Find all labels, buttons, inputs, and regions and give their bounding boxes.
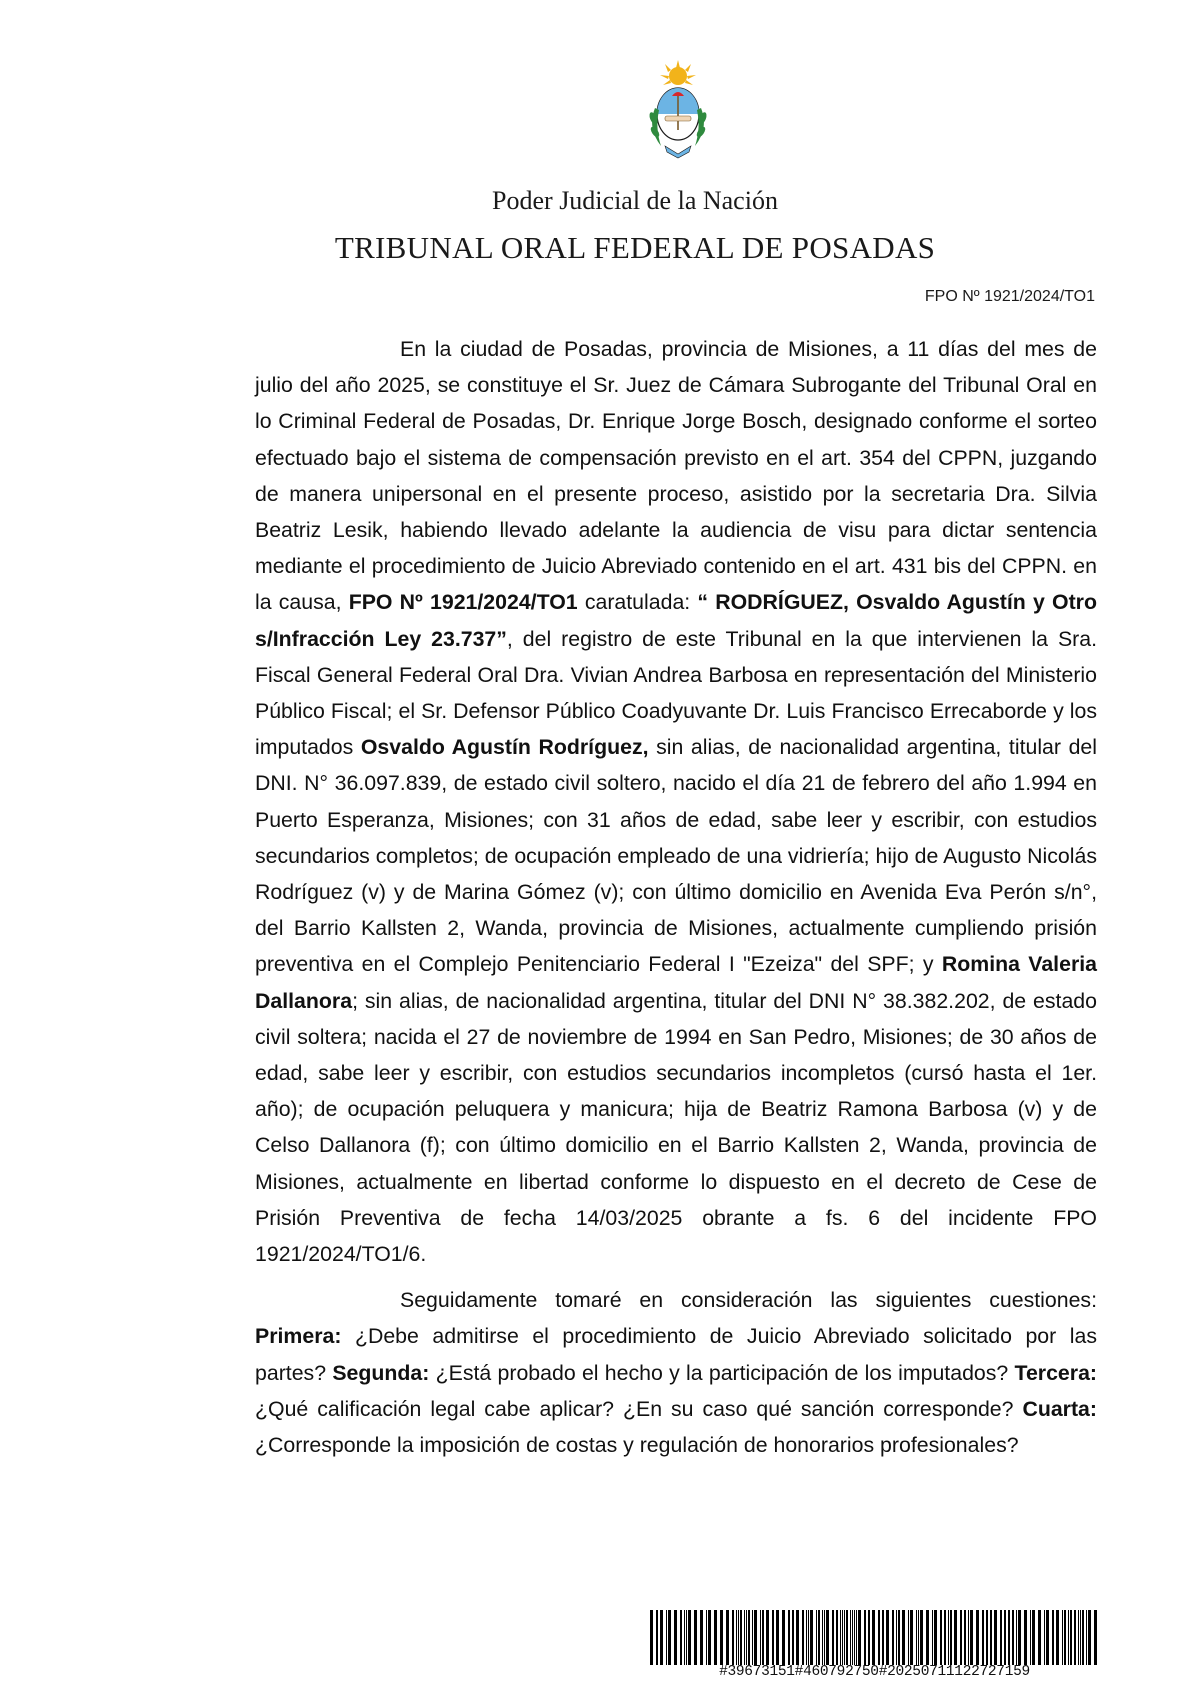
- barcode-bar: [1088, 1610, 1091, 1665]
- barcode-bar: [864, 1610, 866, 1665]
- question-label-segunda: Segunda:: [332, 1360, 430, 1385]
- barcode-bar: [832, 1610, 834, 1665]
- barcode-bar: [854, 1610, 855, 1665]
- barcode-icon: [648, 1610, 1101, 1665]
- barcode-bar: [846, 1610, 848, 1665]
- barcode-bar: [970, 1610, 973, 1665]
- barcode-bar: [708, 1610, 711, 1665]
- barcode-bar: [940, 1610, 942, 1665]
- barcode-bar: [736, 1610, 737, 1665]
- barcode-bar: [858, 1610, 861, 1665]
- text-span: ¿Qué calificación legal cabe aplicar? ¿En su caso qué sanción corresponde?: [255, 1396, 1023, 1421]
- barcode-bar: [868, 1610, 870, 1665]
- barcode-bar: [796, 1610, 799, 1665]
- barcode-bar: [674, 1610, 677, 1665]
- barcode-number: #39673151#460792750#20250711122727159: [719, 1664, 1030, 1680]
- text-span: caratulada:: [577, 590, 698, 615]
- barcode-bar: [1000, 1610, 1002, 1665]
- barcode-bar: [660, 1610, 663, 1665]
- barcode-bar: [918, 1610, 919, 1665]
- barcode-bar: [852, 1610, 853, 1665]
- barcode-bar: [1064, 1610, 1066, 1665]
- barcode-bar: [840, 1610, 841, 1665]
- barcode-bar: [810, 1610, 813, 1665]
- barcode-bar: [684, 1610, 685, 1665]
- barcode-bar: [1082, 1610, 1084, 1665]
- defendant-2-name: Romina Valeria Dallanora: [255, 952, 1097, 1013]
- case-number-bold: FPO Nº 1921/2024/TO1: [348, 590, 578, 615]
- barcode-bar: [1094, 1610, 1097, 1665]
- barcode-bar: [856, 1610, 857, 1665]
- barcode-bar: [808, 1610, 809, 1665]
- case-title-bold: “ RODRÍGUEZ, Osvaldo Agustín y Otro s/Infracción Ley 23.737”: [255, 590, 1097, 651]
- barcode-bar: [656, 1610, 658, 1665]
- barcode-bar: [844, 1610, 845, 1665]
- barcode-bar: [842, 1610, 843, 1665]
- text-span: Seguidamente tomaré en consideración las siguientes cuestiones:: [400, 1288, 1097, 1313]
- question-label-cuarta: Cuarta:: [1022, 1396, 1097, 1421]
- barcode-bar: [688, 1610, 691, 1665]
- barcode-bar: [1018, 1610, 1021, 1665]
- barcode-bar: [650, 1610, 653, 1665]
- text-span: , del registro de este Tribunal en la que intervienen la Sra. Fiscal General Federal Oral Dra. Vivian Andrea Barbosa en representación del Ministerio Público Fiscal; el Sr. Defensor Público Coadyuvante Dr. Luis Francisco Errecaborde y los imputados: [255, 626, 1098, 760]
- barcode-bar: [926, 1610, 929, 1665]
- barcode-bar: [990, 1610, 992, 1665]
- text-span: En la ciudad de Posadas, provincia de Misiones, a 11 días del mes de julio del año 2025, se constituye el Sr. Juez de Cámara Subrogante del Tribunal Oral en lo Criminal Federal de Posadas, Dr. Enrique Jorge Bosch, designado conforme el sorteo efectuado bajo el sistema de compensación previsto en el art. 354 del CPPN, juzgando de manera unipersonal en el presente proceso, asistido por la secretaria Dra. Silvia Beatriz Lesik, habiendo llevado adelante la audiencia de visu para dictar sentencia mediante el procedimiento de Juicio Abreviado contenido en el art. 431 bis del CPPN. en la causa,: [255, 337, 1097, 615]
- barcode-bar: [948, 1610, 949, 1665]
- barcode-bar: [994, 1610, 997, 1665]
- barcode-bar: [950, 1610, 952, 1665]
- barcode-bar: [700, 1610, 703, 1665]
- barcode-bar: [1038, 1610, 1041, 1665]
- barcode-bar: [886, 1610, 889, 1665]
- barcode-bar: [772, 1610, 774, 1665]
- barcode-bar: [1052, 1610, 1054, 1665]
- barcode-bar: [1070, 1610, 1072, 1665]
- text-span: ¿Corresponde la imposición de costas y regulación de honorarios profesionales?: [255, 1433, 1019, 1458]
- barcode-bar: [744, 1610, 745, 1665]
- barcode-bar: [1046, 1610, 1049, 1665]
- barcode-bar: [944, 1610, 946, 1665]
- barcode-bar: [762, 1610, 764, 1665]
- barcode-bar: [968, 1610, 969, 1665]
- question-label-primera: Primera:: [255, 1324, 342, 1349]
- institution-name: Poder Judicial de la Nación: [492, 186, 778, 215]
- barcode-bar: [934, 1610, 937, 1665]
- barcode-bar: [720, 1610, 723, 1665]
- tribunal-name: TRIBUNAL ORAL FEDERAL DE POSADAS: [334, 230, 936, 265]
- barcode-bar: [1032, 1610, 1035, 1665]
- barcode-bar: [960, 1610, 962, 1665]
- barcode-bar: [892, 1610, 894, 1665]
- barcode-bar: [726, 1610, 729, 1665]
- barcode-bar: [1008, 1610, 1010, 1665]
- barcode-bar: [986, 1610, 988, 1665]
- barcode-bar: [1056, 1610, 1059, 1665]
- barcode-bar: [766, 1610, 769, 1665]
- barcode-bar: [908, 1610, 909, 1665]
- barcode-bar: [964, 1610, 966, 1665]
- barcode-bar: [1004, 1610, 1006, 1665]
- question-label-tercera: Tercera:: [1014, 1360, 1098, 1385]
- barcode-bar: [732, 1610, 734, 1665]
- barcode-bar: [782, 1610, 785, 1665]
- barcode-bar: [896, 1610, 897, 1665]
- barcode-bar: [694, 1610, 697, 1665]
- barcode-bar: [746, 1610, 747, 1665]
- barcode-bar: [1030, 1610, 1031, 1665]
- paragraph-1: [255, 331, 1097, 1272]
- text-span: ¿Debe admitirse el procedimiento de Juicio Abreviado solicitado por las partes?: [255, 1324, 1097, 1385]
- barcode-bar: [850, 1610, 851, 1665]
- barcode-bar: [818, 1610, 820, 1665]
- barcode-bar: [1062, 1610, 1063, 1665]
- paragraph-2: [255, 1282, 1097, 1463]
- barcode-bar: [788, 1610, 790, 1665]
- barcode-bar: [752, 1610, 753, 1665]
- barcode-bar: [1012, 1610, 1014, 1665]
- coat-of-arms-icon: [643, 58, 713, 170]
- document-body: [255, 331, 1097, 1463]
- barcode-bar: [982, 1610, 984, 1665]
- barcode-bar: [776, 1610, 779, 1665]
- barcode-bar: [680, 1610, 682, 1665]
- barcode-bar: [932, 1610, 933, 1665]
- barcode-bar: [816, 1610, 817, 1665]
- barcode-bar: [748, 1610, 750, 1665]
- barcode-bar: [806, 1610, 807, 1665]
- barcode-bar: [1080, 1610, 1081, 1665]
- barcode-bar: [872, 1610, 875, 1665]
- barcode-bar: [754, 1610, 757, 1665]
- barcode-bar: [898, 1610, 900, 1665]
- barcode-bar: [826, 1610, 829, 1665]
- barcode-bar: [920, 1610, 923, 1665]
- case-number: FPO Nº 1921/2024/TO1: [924, 288, 1095, 305]
- barcode-bar: [954, 1610, 957, 1665]
- barcode-bar: [1024, 1610, 1027, 1665]
- text-span: sin alias, de nacionalidad argentina, titular del DNI. N° 36.097.839, de estado civil soltero, nacido el día 21 de febrero del año 1.994 en Puerto Esperanza, Misiones; con 31 años de edad, sabe leer y escribir, con estudios secundarios completos; de ocupación empleado de una vidriería; hijo de Augusto Nicolás Rodríguez (v) y de Marina Gómez (v); con último domicilio en Avenida Eva Perón s/n°, del Barrio Kallsten 2, Wanda, provincia de Misiones, actualmente cumpliendo prisión preventiva en el Complejo Penitenciario Federal I "Ezeiza" del SPF; y: [255, 735, 1097, 977]
- barcode-bar: [916, 1610, 917, 1665]
- barcode-bar: [1078, 1610, 1079, 1665]
- barcode-bar: [976, 1610, 979, 1665]
- barcode-bar: [1074, 1610, 1076, 1665]
- barcode-bar: [740, 1610, 742, 1665]
- barcode-bar: [738, 1610, 739, 1665]
- barcode-bar: [792, 1610, 794, 1665]
- barcode-bar: [910, 1610, 913, 1665]
- barcode-bar: [686, 1610, 687, 1665]
- barcode-bar: [714, 1610, 717, 1665]
- barcode-bar: [836, 1610, 838, 1665]
- barcode-bar: [668, 1610, 671, 1665]
- defendant-1-name: Osvaldo Agustín Rodríguez,: [360, 735, 649, 760]
- barcode-bar: [878, 1610, 880, 1665]
- text-span: ¿Está probado el hecho y la participación de los imputados?: [429, 1360, 1015, 1385]
- barcode-bar: [760, 1610, 761, 1665]
- barcode-bar: [666, 1610, 667, 1665]
- barcode-bar: [1068, 1610, 1069, 1665]
- barcode-bar: [1086, 1610, 1087, 1665]
- barcode-bar: [882, 1610, 884, 1665]
- barcode-bar: [824, 1610, 825, 1665]
- text-span: ; sin alias, de nacionalidad argentina, titular del DNI N° 38.382.202, de estado civil soltera; nacida el 27 de noviembre de 1994 en San Pedro, Misiones; de 30 años de edad, sabe leer y escribir, con estudios secundarios incompletos (cursó hasta el 1er. año); de ocupación peluquera y manicura; hija de Beatriz Ramona Barbosa (v) y de Celso Dallanora (f); con último domicilio en el Barrio Kallsten 2, Wanda, provincia de Misiones, actualmente en libertad conforme lo dispuesto en el decreto de Cese de Prisión Preventiva de fecha 14/03/2025 obrante a fs. 6 del incidente FPO 1921/2024/TO1/6.: [255, 988, 1097, 1267]
- barcode-bar: [1016, 1610, 1017, 1665]
- barcode-bar: [1044, 1610, 1045, 1665]
- barcode-bar: [706, 1610, 707, 1665]
- barcode-bar: [822, 1610, 823, 1665]
- barcode-bar: [802, 1610, 804, 1665]
- barcode-bar: [902, 1610, 905, 1665]
